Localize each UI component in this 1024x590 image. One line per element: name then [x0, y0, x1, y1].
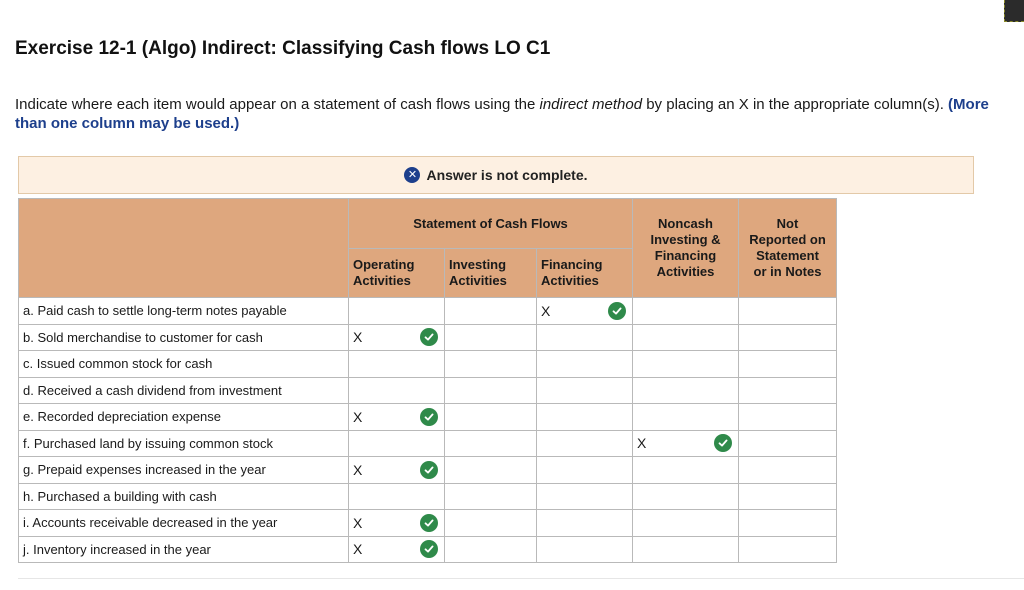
table-row: [19, 377, 837, 404]
answer-mark: X: [637, 435, 647, 452]
answer-mark: X: [541, 302, 551, 319]
item-header: [19, 199, 349, 298]
answer-cell-financing[interactable]: [537, 377, 633, 404]
answer-cell-noncash[interactable]: [633, 430, 739, 457]
answer-mark: X: [353, 514, 363, 531]
answer-cell-financing[interactable]: [537, 404, 633, 431]
answer-cell-not-reported[interactable]: [739, 324, 837, 351]
answer-cell-noncash[interactable]: [633, 536, 739, 563]
answer-cell-not-reported[interactable]: [739, 351, 837, 378]
answer-cell-noncash[interactable]: [633, 483, 739, 510]
exercise-title: Exercise 12-1 (Algo) Indirect: Classifying Cash flows LO C1: [15, 38, 551, 59]
item-label: a. Paid cash to settle long-term notes payable: [19, 298, 349, 325]
check-icon: [420, 328, 438, 346]
instructions: [15, 95, 995, 133]
answer-cell-financing[interactable]: [537, 430, 633, 457]
answer-cell-noncash[interactable]: [633, 404, 739, 431]
answer-cell-investing[interactable]: [445, 298, 537, 325]
status-text: Answer is not complete.: [426, 167, 588, 183]
answer-cell-operating[interactable]: [349, 430, 445, 457]
answer-cell-financing[interactable]: [537, 457, 633, 484]
bottom-divider: [18, 578, 1024, 579]
answer-cell-not-reported[interactable]: [739, 457, 837, 484]
classification-table: [18, 198, 837, 563]
answer-cell-not-reported[interactable]: [739, 298, 837, 325]
statement-header: Statement of Cash Flows: [349, 199, 633, 249]
check-icon: [420, 540, 438, 558]
instruction-method: indirect method: [539, 96, 643, 113]
item-label: j. Inventory increased in the year: [19, 536, 349, 563]
corner-widget[interactable]: [1004, 0, 1024, 22]
answer-cell-operating[interactable]: [349, 298, 445, 325]
answer-cell-not-reported[interactable]: [739, 377, 837, 404]
x-circle-icon: ✕: [404, 167, 420, 183]
answer-cell-investing[interactable]: [445, 324, 537, 351]
answer-cell-operating[interactable]: [349, 536, 445, 563]
answer-cell-operating[interactable]: [349, 324, 445, 351]
check-icon: [608, 302, 626, 320]
check-icon: [420, 461, 438, 479]
check-icon: [420, 514, 438, 532]
financing-header: Financing Activities: [537, 249, 633, 298]
answer-cell-not-reported[interactable]: [739, 404, 837, 431]
operating-header: Operating Activities: [349, 249, 445, 298]
check-icon: [714, 434, 732, 452]
table-body: [19, 298, 837, 563]
answer-cell-not-reported[interactable]: [739, 536, 837, 563]
answer-cell-noncash[interactable]: [633, 324, 739, 351]
answer-cell-noncash[interactable]: [633, 298, 739, 325]
answer-cell-not-reported[interactable]: [739, 510, 837, 537]
answer-cell-operating[interactable]: [349, 404, 445, 431]
answer-cell-operating[interactable]: [349, 457, 445, 484]
table-row: [19, 510, 837, 537]
item-label: i. Accounts receivable decreased in the year: [19, 510, 349, 537]
answer-cell-financing[interactable]: [537, 351, 633, 378]
check-icon: [420, 408, 438, 426]
status-banner: [18, 156, 974, 194]
answer-mark: X: [353, 408, 363, 425]
answer-cell-not-reported[interactable]: [739, 483, 837, 510]
investing-header: Investing Activities: [445, 249, 537, 298]
noncash-header: Noncash Investing & Financing Activities: [633, 199, 739, 298]
answer-cell-investing[interactable]: [445, 377, 537, 404]
instruction-text-2: by placing an X in the appropriate column(s).: [642, 96, 949, 113]
answer-cell-investing[interactable]: [445, 457, 537, 484]
item-label: h. Purchased a building with cash: [19, 483, 349, 510]
answer-cell-operating[interactable]: [349, 483, 445, 510]
table-row: [19, 536, 837, 563]
answer-cell-noncash[interactable]: [633, 351, 739, 378]
instruction-text-1: Indicate where each item would appear on a statement of cash flows using the: [15, 96, 540, 113]
answer-mark: X: [353, 329, 363, 346]
instruction-note: (More than one column may be used.): [15, 96, 989, 132]
item-label: e. Recorded depreciation expense: [19, 404, 349, 431]
answer-cell-noncash[interactable]: [633, 457, 739, 484]
item-label: f. Purchased land by issuing common stock: [19, 430, 349, 457]
answer-mark: X: [353, 461, 363, 478]
answer-cell-investing[interactable]: [445, 430, 537, 457]
item-label: c. Issued common stock for cash: [19, 351, 349, 378]
table-row: [19, 351, 837, 378]
answer-cell-not-reported[interactable]: [739, 430, 837, 457]
table-row: [19, 298, 837, 325]
answer-cell-financing[interactable]: [537, 483, 633, 510]
answer-cell-operating[interactable]: [349, 377, 445, 404]
answer-cell-financing[interactable]: [537, 324, 633, 351]
item-label: b. Sold merchandise to customer for cash: [19, 324, 349, 351]
table-row: [19, 483, 837, 510]
answer-cell-financing[interactable]: [537, 298, 633, 325]
table-row: [19, 404, 837, 431]
answer-cell-investing[interactable]: [445, 351, 537, 378]
table-row: [19, 324, 837, 351]
answer-cell-operating[interactable]: [349, 510, 445, 537]
answer-cell-financing[interactable]: [537, 510, 633, 537]
answer-cell-investing[interactable]: [445, 510, 537, 537]
answer-cell-financing[interactable]: [537, 536, 633, 563]
item-label: d. Received a cash dividend from investment: [19, 377, 349, 404]
answer-cell-operating[interactable]: [349, 351, 445, 378]
answer-cell-investing[interactable]: [445, 536, 537, 563]
answer-mark: X: [353, 541, 363, 558]
answer-cell-noncash[interactable]: [633, 510, 739, 537]
answer-cell-noncash[interactable]: [633, 377, 739, 404]
answer-cell-investing[interactable]: [445, 483, 537, 510]
table-row: [19, 457, 837, 484]
not-reported-header: Not Reported on Statement or in Notes: [739, 199, 837, 298]
answer-cell-investing[interactable]: [445, 404, 537, 431]
item-label: g. Prepaid expenses increased in the year: [19, 457, 349, 484]
table-row: [19, 430, 837, 457]
